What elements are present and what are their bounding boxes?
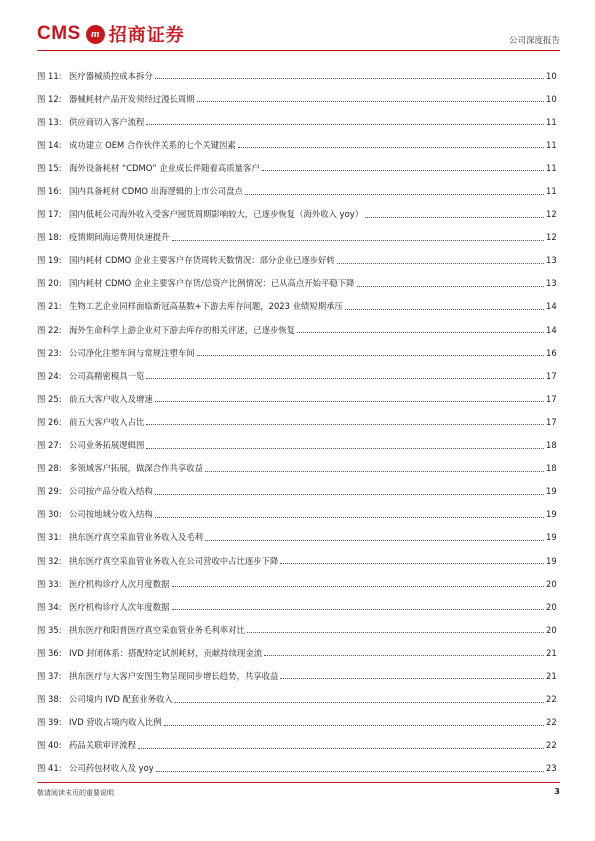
toc-entry[interactable]	[37, 526, 560, 549]
figure-page-number: 11	[546, 162, 557, 173]
figure-page-number: 19	[546, 532, 557, 543]
figure-page-number: 18	[546, 440, 557, 451]
toc-entry[interactable]	[37, 595, 560, 618]
figure-title: 海外设备耗材 “CDMO” 企业成长伴随着高质量客户	[69, 162, 260, 173]
figure-page-number: 12	[546, 232, 557, 243]
figure-number: 图 22:	[37, 324, 62, 335]
page-header	[0, 0, 595, 56]
figure-number: 图 33:	[37, 578, 62, 589]
figure-title: 生物工艺企业同样面临新冠高基数+下游去库存问题，2023 业绩短期承压	[69, 301, 343, 312]
figure-page-number: 22	[546, 694, 557, 705]
header-divider	[37, 50, 560, 51]
figure-number: 图 28:	[37, 463, 62, 474]
figure-title: 公司净化注塑车间与常规注塑车间	[69, 347, 195, 358]
figure-index-list	[37, 64, 560, 780]
logo-badge-icon: m	[86, 25, 105, 44]
figure-title: 公司药包材收入及 yoy	[69, 763, 154, 774]
figure-title: 医疗机构诊疗人次月度数据	[69, 578, 170, 589]
toc-entry[interactable]	[37, 179, 560, 202]
footer-divider	[37, 782, 560, 783]
toc-entry[interactable]	[37, 641, 560, 664]
dot-leader	[337, 263, 544, 264]
toc-entry[interactable]	[37, 272, 560, 295]
toc-entry[interactable]	[37, 64, 560, 87]
figure-title: 公司高精密模具一览	[69, 370, 145, 381]
figure-number: 图 32:	[37, 555, 62, 566]
figure-number: 图 27:	[37, 440, 62, 451]
figure-number: 图 15:	[37, 162, 62, 173]
dot-leader	[175, 702, 544, 703]
toc-entry[interactable]	[37, 318, 560, 341]
dot-leader	[205, 540, 544, 541]
toc-entry[interactable]	[37, 110, 560, 133]
figure-number: 图 37:	[37, 670, 62, 681]
figure-number: 图 20:	[37, 278, 62, 289]
figure-title: 公司境内 IVD 配套业务收入	[69, 694, 173, 705]
figure-number: 图 21:	[37, 301, 62, 312]
dot-leader	[280, 678, 544, 679]
dot-leader	[155, 401, 544, 402]
figure-number: 图 16:	[37, 186, 62, 197]
figure-page-number: 21	[546, 670, 557, 681]
dot-leader	[197, 355, 544, 356]
figure-title: 公司业务拓展逻辑图	[69, 440, 145, 451]
toc-entry[interactable]	[37, 341, 560, 364]
figure-page-number: 14	[546, 301, 557, 312]
figure-number: 图 35:	[37, 624, 62, 635]
figure-page-number: 19	[546, 555, 557, 566]
toc-entry[interactable]	[37, 203, 560, 226]
figure-number: 图 11:	[37, 70, 62, 81]
figure-title: 国内耗材 CDMO 企业主要客户存货/总资产比例情况：已从高点开始平稳下降	[69, 278, 355, 289]
figure-title: 疫情期间海运费用快速提升	[69, 232, 170, 243]
figure-number: 图 14:	[37, 139, 62, 150]
figure-title: 公司按地域分收入结构	[69, 509, 153, 520]
dot-leader	[238, 147, 544, 148]
figure-page-number: 17	[546, 370, 557, 381]
figure-page-number: 10	[546, 93, 557, 104]
figure-title: 医疗器械质控成本拆分	[69, 70, 153, 81]
toc-entry[interactable]	[37, 734, 560, 757]
dot-leader	[297, 332, 544, 333]
figure-page-number: 20	[546, 624, 557, 635]
dot-leader	[164, 725, 544, 726]
toc-entry[interactable]	[37, 434, 560, 457]
figure-number: 图 41:	[37, 763, 62, 774]
figure-title: 海外生命科学上游企业对下游去库存的相关评述，已逐步恢复	[69, 324, 296, 335]
figure-page-number: 17	[546, 416, 557, 427]
disclaimer-note: 敬请阅读末页的重要说明	[37, 789, 114, 797]
figure-number: 图 39:	[37, 717, 62, 728]
toc-entry[interactable]	[37, 295, 560, 318]
figure-number: 图 40:	[37, 740, 62, 751]
figure-number: 图 13:	[37, 116, 62, 127]
figure-page-number: 21	[546, 647, 557, 658]
figure-number: 图 24:	[37, 370, 62, 381]
dot-leader	[155, 494, 544, 495]
dot-leader	[357, 286, 544, 287]
figure-page-number: 23	[546, 763, 557, 774]
figure-page-number: 19	[546, 486, 557, 497]
figure-number: 图 12:	[37, 93, 62, 104]
figure-page-number: 13	[546, 278, 557, 289]
figure-title: 成功建立 OEM 合作伙伴关系的七个关键因素	[69, 139, 236, 150]
dot-leader	[205, 471, 544, 472]
toc-entry[interactable]	[37, 156, 560, 179]
toc-entry[interactable]	[37, 664, 560, 687]
toc-entry[interactable]	[37, 549, 560, 572]
toc-entry[interactable]	[37, 618, 560, 641]
dot-leader	[197, 101, 544, 102]
logo-text-en: CMS	[37, 23, 81, 44]
toc-entry[interactable]	[37, 688, 560, 711]
figure-number: 图 26:	[37, 416, 62, 427]
figure-title: 供应商切入客户流程	[69, 116, 145, 127]
toc-entry[interactable]	[37, 457, 560, 480]
figure-number: 图 17:	[37, 209, 62, 220]
figure-title: 多领域客户拓展，做深合作共享收益	[69, 463, 203, 474]
figure-title: 器械耗材产品开发须经过漫长周期	[69, 93, 195, 104]
figure-number: 图 34:	[37, 601, 62, 612]
toc-entry[interactable]	[37, 387, 560, 410]
dot-leader	[262, 170, 544, 171]
toc-entry[interactable]	[37, 410, 560, 433]
figure-page-number: 11	[546, 186, 557, 197]
dot-leader	[146, 124, 544, 125]
figure-title: 拱东医疗真空采血管业务收入在公司营收中占比逐步下降	[69, 555, 279, 566]
figure-page-number: 20	[546, 601, 557, 612]
figure-page-number: 22	[546, 740, 557, 751]
figure-title: 前五大客户收入及增速	[69, 393, 153, 404]
figure-number: 图 19:	[37, 255, 62, 266]
figure-number: 图 38:	[37, 694, 62, 705]
figure-number: 图 30:	[37, 509, 62, 520]
figure-title: 国内低耗公司海外收入受客户囤货周期影响较大，已逐步恢复（海外收入 yoy）	[69, 209, 364, 220]
dot-leader	[247, 632, 544, 633]
figure-title: 药品关联审评流程	[69, 740, 136, 751]
figure-title: 前五大客户收入占比	[69, 416, 145, 427]
dot-leader	[155, 78, 544, 79]
toc-entry[interactable]	[37, 133, 560, 156]
cms-logo	[37, 22, 185, 46]
toc-entry[interactable]	[37, 364, 560, 387]
figure-page-number: 11	[546, 139, 557, 150]
figure-page-number: 10	[546, 70, 557, 81]
figure-title: 拱东医疗真空采血管业务收入及毛利	[69, 532, 203, 543]
dot-leader	[146, 448, 544, 449]
figure-page-number: 11	[546, 116, 557, 127]
toc-entry[interactable]	[37, 503, 560, 526]
figure-page-number: 12	[546, 209, 557, 220]
dot-leader	[345, 309, 544, 310]
toc-entry[interactable]	[37, 87, 560, 110]
toc-entry[interactable]	[37, 572, 560, 595]
figure-page-number: 22	[546, 717, 557, 728]
dot-leader	[245, 194, 544, 195]
toc-entry[interactable]	[37, 249, 560, 272]
dot-leader	[280, 563, 544, 564]
dot-leader	[264, 655, 544, 656]
figure-title: 国内耗材 CDMO 企业主要客户存货周转天数情况：部分企业已逐步好转	[69, 255, 335, 266]
dot-leader	[146, 378, 544, 379]
toc-entry[interactable]	[37, 711, 560, 734]
figure-page-number: 20	[546, 578, 557, 589]
figure-title: IVD 营收占境内收入比例	[69, 717, 162, 728]
figure-title: 拱东医疗和阳普医疗真空采血管业务毛利率对比	[69, 624, 245, 635]
figure-page-number: 17	[546, 393, 557, 404]
figure-page-number: 13	[546, 255, 557, 266]
figure-number: 图 36:	[37, 647, 62, 658]
dot-leader	[172, 609, 545, 610]
dot-leader	[365, 217, 544, 218]
figure-number: 图 18:	[37, 232, 62, 243]
figure-number: 图 29:	[37, 486, 62, 497]
figure-title: 国内具备耗材 CDMO 出海逻辑的上市公司盘点	[69, 186, 243, 197]
dot-leader	[156, 771, 544, 772]
figure-number: 图 25:	[37, 393, 62, 404]
toc-entry[interactable]	[37, 757, 560, 780]
toc-entry[interactable]	[37, 226, 560, 249]
dot-leader	[172, 240, 545, 241]
figure-page-number: 18	[546, 463, 557, 474]
figure-number: 图 31:	[37, 532, 62, 543]
figure-page-number: 16	[546, 347, 557, 358]
toc-entry[interactable]	[37, 480, 560, 503]
figure-title: 医疗机构诊疗人次年度数据	[69, 601, 170, 612]
figure-number: 图 23:	[37, 347, 62, 358]
figure-title: 拱东医疗与大客户安图生物呈现同步增长趋势，共享收益	[69, 670, 279, 681]
dot-leader	[138, 748, 544, 749]
figure-page-number: 19	[546, 509, 557, 520]
logo-text-cn: 招商证券	[108, 25, 185, 46]
report-type: 公司深度报告	[508, 36, 560, 46]
figure-page-number: 14	[546, 324, 557, 335]
dot-leader	[146, 424, 544, 425]
figure-title: IVD 封闭体系：搭配特定试剂耗材，贡献持续现金流	[69, 647, 263, 658]
dot-leader	[172, 586, 545, 587]
page-number: 3	[554, 787, 560, 796]
dot-leader	[155, 517, 544, 518]
figure-title: 公司按产品分收入结构	[69, 486, 153, 497]
